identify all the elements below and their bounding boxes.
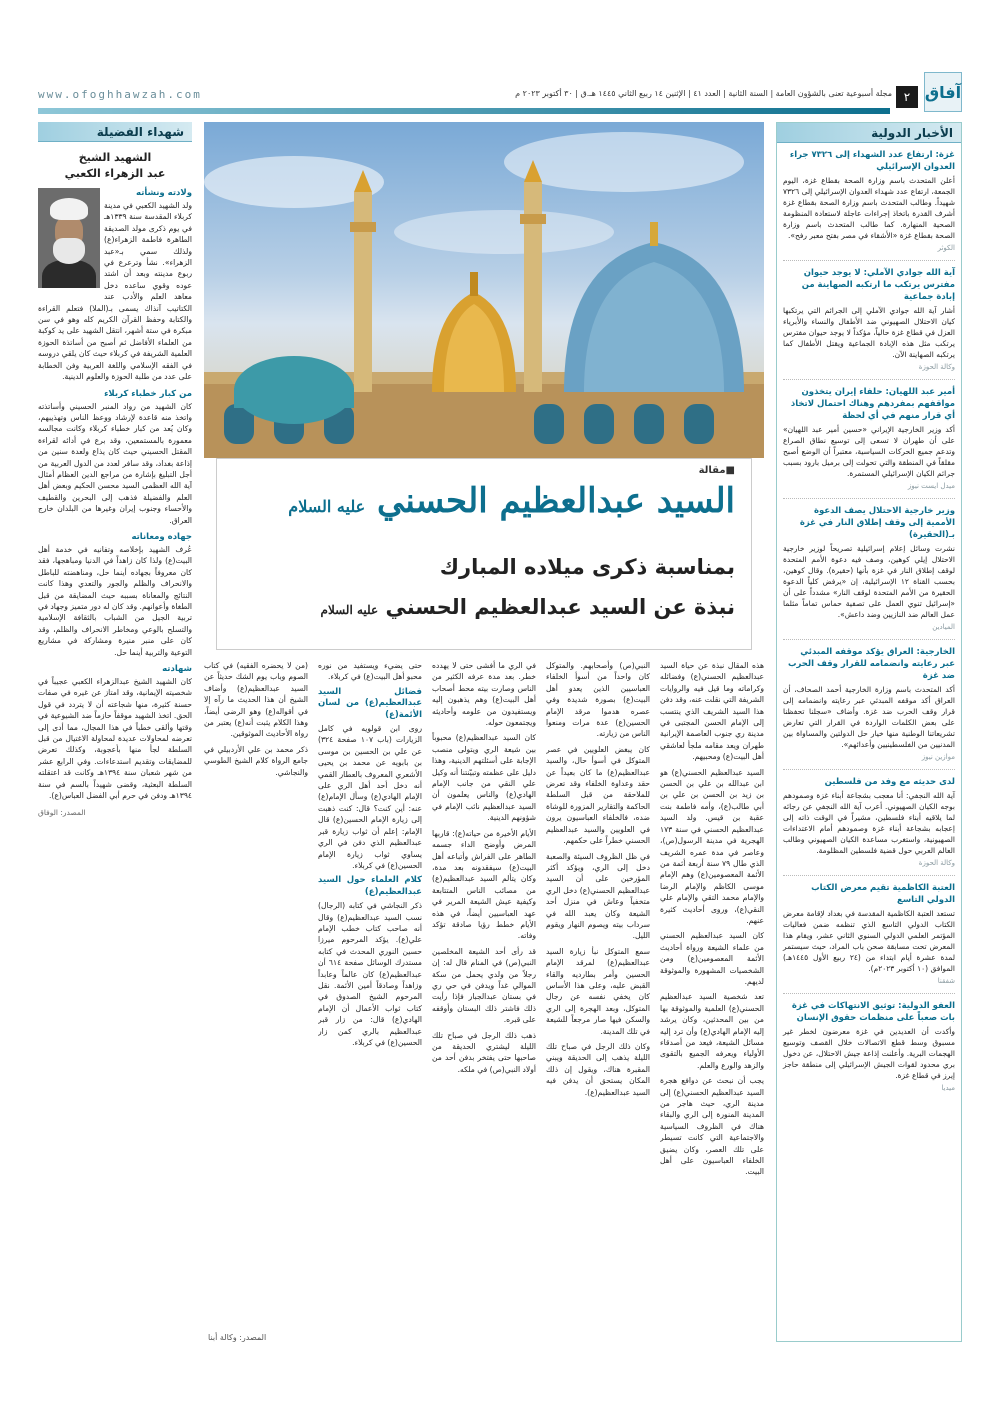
article-paragraph: (من لا يحضره الفقيه) في كتاب الصوم وباب يوم الشك حديثاً عن السيد عبدالعظيم(ع) وأضاف الشيخ أن هذا الحديث ما رآه إلا في أقواله(ع) وهو الرضى أيضاً، وهذا الكلام يثبت أنه(ع) يعتبر من رواة الأحاديث الموثوقين.	[204, 661, 308, 739]
article-subheading: كلام العلماء حول السيد عبدالعظيم(ع)	[318, 875, 422, 897]
news-divider	[783, 260, 955, 261]
article-subtitle-2: نبذة عن السيد عبدالعظيم الحسني عليه السلام	[320, 595, 735, 619]
martyrs-column	[38, 122, 192, 1342]
news-title[interactable]: لدى حديثه مع وفد من فلسطين	[824, 777, 955, 787]
news-item[interactable]	[783, 505, 955, 631]
martyr-section-body: كان الشهيد الشيخ عبدالزهراء الكعبي عجيباً في شخصيته الإيمانية، وقد امتاز عن غيره في صفات حسنة كثيرة، منها شجاعته أن لا يتردد في قول الحق. اتخذ الشهيد موقفاً حازماً ضد الشيوعية في وقتها وألقى خطباً في هذا المجال، مما أدى إلى تعرضه لمحاولات عديدة لمحاولة الاغتيال من قبل السلطة لجأ منها بأعجوبة، وكذلك تعرض للمضايقات وتقديم استدعاءات. وفي الرابع عشر من شهر شعبان سنة ١٣٩٤هـ وكانت قد اعتقلته السلطة البعثية، وقضى شهيداً بالسم في سنة ١٣٩٤هـ ودفن في حرم أبي الفضل العباس(ع).	[38, 677, 192, 801]
article-paragraph: كان السيد عبدالعظيم(ع) محبوباً بين شيعة الري ويتولى منصب الإجابة على أسئلتهم الدينية، وهذا دليل على عظمته وتبيّنتنا أنه وكيل علي النقي من جانب الإمام الهادي(ع) والناس يعلمون أن السيد عبدالعظيم نائب الإمام في شؤونهم الدينية.	[432, 733, 536, 823]
news-title[interactable]: أمير عبد اللهيان: حلفاء إيران يتخذون مواقفهم بمفردهم وهناك احتمال لاتخاذ أي قرار منهم في أي لحظة	[790, 387, 955, 421]
article-kicker: ■مقالة	[698, 465, 735, 476]
news-body: أعلن المتحدث باسم وزارة الصحة بقطاع غزة، اليوم الجمعة، ارتفاع عدد شهداء العدوان الإسرائيلي إلى ٧٣٢٦ شهيداً. وطالب المتحدث باسم وزارة الصحة بقطاع غزة أشرف القدرة باتخاذ إجراءات عاجلة لاستعادة المنظومة الصحية المنهارة. كما طالب المتحدث باسم وزارة الصحة بقطاع غزة «الأشقاء في مصر بفتح معبر رفح».	[783, 176, 955, 240]
article-paragraph: ذهب ذلك الرجل في صباح تلك الليلة ليشتري الحديقة من صاحبها حتى يفتخر بدفن أحد من أولاد النبي(ص) في ملكه.	[432, 1030, 536, 1074]
article-column	[318, 660, 422, 1342]
martyr-section-title: من كبار خطباء كربلاء	[104, 388, 192, 399]
news-body: آية الله النجفي: أنا معجب بشجاعة أبناء غزة وصمودهم بوجه الكيان الصهيوني. أعرب آية الله النجفي عن رجائه لما يلاقيه أبناء فلسطين، مشيراً في الوقت ذاته إلى إعجابه بشجاعة أبناء غزة وصمودهم أمام الاعتداءات الصهيونية، واستغرب مساعدة الكيان الصهيوني وطالب العالم العربي حول قضية فلسطين المظلومة.	[783, 791, 955, 855]
article-paragraph: كان السيد عبدالعظيم الحسني من علماء الشيعة ورواة أحاديث الأئمة المعصومين(ع) ومن الشخصيات المشهورة والموثوقة لديهم.	[660, 931, 764, 986]
article-paragraph: السيد عبدالعظيم الحسني(ع) هو ابن عبدالله بن علي بن الحسن بن زيد بن الحسن بن علي بن أبي طالب(ع)، وأمه فاطمة بنت عقبة بن قيس. ولد السيد عبدالعظيم الحسني في سنة ١٧٣ الهجرية في مدينة الرسول(ص)، وعاصر في مدة عمره الشريف الذي طال ٧٩ سنة أربعة أئمة من الأئمة المعصومين(ع) وهم الإمام موسى الكاظم والإمام الرضا والإمام محمد التقي والإمام علي النقي(ع)، وروى أحاديث كثيرة عنهم.	[660, 767, 764, 925]
article-title: السيد عبدالعظيم الحسني عليه السلام	[288, 481, 735, 521]
news-source: الميادين	[932, 623, 955, 631]
main-article	[204, 122, 764, 1342]
masthead-divider	[38, 108, 890, 114]
article-paragraph: روى ابن قولويه في كامل الزيارات (باب ١٠٧ صفحة ٣٢٤) عن علي بن الحسين بن موسى بن بابويه عن محمد بن يحيى الأشعري المعروف بالعطار القمي أنه دخل أحد أهل الري على الإمام الهادي(ع) وسأل الإمام(ع) عنه: أين كنت؟ قال: كنت ذهبت إلى زيارة الإمام الحسين(ع) قال الإمام: إعلم أن ثواب زيارة قبر عبدالعظيم الذي دفن في الري يساوي ثواب زيارة الإمام الحسين(ع) في كربلاء.	[318, 724, 422, 870]
news-item[interactable]	[783, 267, 955, 371]
title-honorific: عليه السلام	[288, 497, 366, 516]
martyr-section-body: ولد الشهيد الكعبي في مدينة كربلاء المقدسة سنة ١٣٣٩هـ في يوم ذكرى مولد الصديقة الطاهرة فاطمة الزهراء(ع) ولذلك سمي بـ«عبد الزهراء». نشأ وترعرع في ربوع مدينته وبعد أن اشتد عوده وقوي ساعده دخل معاهد العلم والأدب عند الكتاتيب آنذاك يسمى بـ(الملا) فتعلم القراءة والكتابة وحفظ القرآن الكريم كله وهو في سن مبكرة في ستة أشهر، انتقل الشهيد على يد كوكبة من العلماء الأفاضل ثم أصبح من أساتذة الحوزة العلمية الشريفة في كربلاء حيث كان يلقي دروسه في الفقه الإسلامي واللغة العربية وفن الخطابة على عدد من طلبة الحوزة والعلوم الدينية.	[38, 201, 192, 382]
news-divider	[783, 769, 955, 770]
article-column	[546, 660, 650, 1342]
news-item[interactable]	[783, 149, 955, 252]
article-paragraph: قد رأى أحد الشيعة المخلصين النبي(ص) في المنام قال له: إن رجلاً من ولدي يحمل من سكة الموالي غداً ويدفن في حي ري في بستان عبدالجبار فإذا رأيت ذلك فاشتر ذلك البستان وأوقفه على قبره.	[432, 946, 536, 1025]
subtitle-honorific: عليه السلام	[320, 603, 379, 617]
news-divider	[783, 993, 955, 994]
martyr-section-title: جهاده ومعاناته	[131, 531, 192, 542]
article-paragraph: حتى يضيء ويستفيد من نوره محبو أهل البيت(ع) في كربلاء.	[318, 661, 422, 682]
site-url[interactable]: www.ofoghhawzah.com	[38, 88, 202, 101]
martyrs-header: شهداء الفضيلة	[38, 122, 192, 142]
news-source: الكوثر	[937, 244, 955, 252]
article-paragraph: تعد شخصية السيد عبدالعظيم الحسني(ع) العلمية والموثوقة بها من بين المحدثين، وكان يرشد إليه الإمام الهادي(ع) وأن ترد إليه مسائل الشيعة، فيعد من أصدقاء الأولياء ويعرفه الجميع بالتقوى والزهد والورع والعلم.	[660, 992, 764, 1070]
news-divider	[783, 379, 955, 380]
news-body: أكد وزير الخارجية الإيراني «حسين أمير عبد اللهيان» على أن طهران لا تسعى إلى توسيع نطاق الصراع وتدعم جميع الحركات السياسية، معتبراً أن الوضع أصبح مقلقاً في المنطقة والتي تحولت إلى برميل بارود بسبب جرائم الكيان الإسرائيلي المستمرة.	[783, 425, 955, 478]
news-title[interactable]: آية الله جوادي الآملي: لا يوجد حيوان مفترس يرتكب ما ارتكبه الصهاينة من إبادة جماعية	[801, 268, 955, 302]
news-divider	[783, 875, 955, 876]
article-paragraph: كان يبغض العلويين في عصر المتوكل في أسوأ حال، والسيد عبدالعظيم(ع) ما كان بعيداً عن حقد وعداوة الخلفاء وقد تعرض للملاحقة من قبل السلطة الحاكمة والتقارير المزورة للوشاة ضده، فالخلفاء العباسيون يرون في العلويين والسيد عبدالعظيم الحسني خطراً على حكمهم.	[546, 744, 650, 846]
martyr-section-body: كان الشهيد من رواد المنبر الحسيني وأساتذته واتخذ منه قاعدة لإرشاد ووعظ الناس وتهذيبهم، وكان يُعد من كبار خطباء كربلاء وكانت مجالسه معمورة بالمستمعين، وقد برع في أدائه لقراءة المقتل الحسيني حيث كان يذاع ولعدة سنين من إذاعة بغداد، وقد سافر لعدد من الدول العربية من أجل التبليغ بإشارة من مراجع الدين العظام أمثال آية الله العظمى السيد محسن الحكيم وبعض أهل العلم والفضيلة فذهب إلى البحرين والقطيف والأحساء وجنوب إيران وغيرها من البلدان خارج العراق.	[38, 401, 192, 525]
international-news-header: الأخبار الدولية	[777, 123, 961, 143]
news-source: ميديا	[941, 1084, 955, 1092]
shrine-photo	[204, 122, 764, 458]
martyr-section-title: شهادته	[162, 664, 192, 675]
page-number: ٢	[896, 86, 918, 108]
news-title[interactable]: الخارجية: العراق يؤكد موقفه المبدئي عبر رعايته وانضمامه للقرار وقف الحرب ضد غزة	[787, 647, 955, 681]
article-paragraph: النبي(ص) وأصحابهم. والمتوكل كان واحداً من أسوأ الخلفاء العباسيين الذين يعدو أهل البيت(ع) بصورة شديدة وفي عصره هدموا مرقد الإمام الحسين(ع) عدة مرات ومنعوا الناس من زيارته.	[546, 661, 650, 739]
news-source: وكالة الحوزة	[918, 859, 955, 867]
news-source: موازين نيوز	[921, 753, 955, 761]
article-paragraph: ذكر النجاشي في كتابه (الرجال) نسب السيد عبدالعظيم(ع) وقال أنه صاحب كتاب خطب الإمام علي(ع). يؤكد المرحوم ميرزا حسين النوري المحدث في كتابه مستدرك الوسائل صفحة ٦١٤ أن عبدالعظيم(ع) كان عالماً وعابداً وزاهداً وصادقاً أمين الأئمة. نقل المرحوم الشيخ الصدوق في كتاب ثواب الأعمال أن الإمام الهادي(ع) قال: من زار قبر عبدالعظيم بالري كمن زار الحسين(ع) في كربلاء.	[318, 901, 422, 1047]
article-body	[204, 660, 764, 1342]
news-item[interactable]	[783, 776, 955, 867]
martyrs-source: المصدر: الوفاق	[38, 807, 86, 817]
masthead	[38, 72, 962, 114]
news-item[interactable]	[783, 882, 955, 985]
shrine-illustration	[204, 122, 764, 458]
martyr-section-body: عُرف الشهيد بإخلاصه وتفانيه في خدمة أهل البيت(ع) ولذا كان زاهداً في الدنيا ومباهجها، فقد كان معروفاً بجهاده أينما حل، ومناهضته للباطل والانحراف والظلم والجور والتعدي وهذا كانت النتائج والمعاناة بسببه حيث المضايقة من قبل الطغاة وأعوانهم. وقد كان له دور متميز وجهاد في تربية الجيل من الشباب بالثقافة الإسلامية والتسلح بالوعي ومخاطر الانحراف والظلم، وقد كان على منبر منيرة ومشاركة في مشاريع التوعية والتربية أينما حل.	[38, 544, 192, 657]
article-subtitle-1: بمناسبة ذكرى ميلاده المبارك	[439, 555, 735, 579]
news-body: أكد المتحدث باسم وزارة الخارجية أحمد الصحاف، أن العراق أكد موقفه المبدئي عبر رعايته وانضمامه إلى قرار وقف الحرب ضد غزة. وأضاف «سجلنا تحفظنا على بعض الكلمات الواردة في القرار التي تعارض تشريعاتنا الوطنية منها خيار حل الدولتين والمساواة بين المدنيين من الفلسطينيين وأعدائهم».	[783, 685, 955, 749]
news-item[interactable]	[783, 386, 955, 490]
news-divider	[783, 498, 955, 499]
news-source: وكالة الحوزة	[918, 363, 955, 371]
article-paragraph: ذكر محمد بن علي الأردبيلي في جامع الرواة كلام الشيخ الطوسي والنجاشي.	[204, 744, 308, 777]
news-item[interactable]	[783, 646, 955, 761]
article-column	[432, 660, 536, 1342]
news-item[interactable]	[783, 1000, 955, 1092]
article-paragraph: وكان ذلك الرجل في صباح تلك الليلة يذهب إلى الحديقة ويبني المقبرة هناك، ويقول إن ذلك المكان يستحق أن يدفن فيه السيد عبدالعظيم(ع).	[546, 1042, 650, 1097]
news-source: ميدل ايست نيوز	[907, 482, 955, 490]
article-source: المصدر: وكالة أبنا	[208, 1333, 267, 1342]
news-title[interactable]: وزير خارجية الاحتلال يصف الدعوة الأممية إلى وقف إطلاق النار في غزة بـ(الحقيرة)	[799, 506, 955, 540]
article-column	[204, 660, 308, 1342]
news-source: شفقنا	[937, 977, 955, 985]
news-title[interactable]: العتبة الكاظمية تقيم معرض الكتاب الدولي التاسع	[811, 883, 955, 905]
issue-info: مجلة أسبوعية تعنى بالشؤون العامة | السنة الثانية | العدد ٤١ | الإثنين ١٤ ربيع الثاني ١٤٤٥ هـ.ق | ٣٠ أكتوبر ٢٠٢٣ م	[515, 89, 892, 98]
news-body: تستعد العتبة الكاظمية المقدسة في بغداد لإقامة معرض الكتاب الدولي التاسع الذي تنظمه ضمن فعاليات المؤتمر العلمي الدولي السنوي الثاني عشر، ويقام هذا المعرض تحت مسابقة صحن باب المراد، حيث سيستمر لمدة عشرة أيام ابتداء من (٢٤ ربيع الأول ١٤٤٥هـ) الموافق (١٠ أكتوبر ٢٠٢٣م).	[783, 909, 955, 973]
article-title-block	[216, 458, 752, 650]
news-body: أشار آية الله جوادي الآملي إلى الجرائم التي يرتكبها كيان الاحتلال الصهيوني ضد الأطفال والنساء والأبرياء العزل في قطاع غزة حالياً، مؤكداً لا يوجد حيوان مفترس يرتكب مثل هذه الإبادة الجماعية ويقتل الأطفال كما يرتكبه الصهاينة الآن.	[783, 306, 955, 359]
martyr-name-line-2: عبد الزهراء الكعبي	[64, 167, 166, 180]
magazine-logo[interactable]: آفاق	[924, 72, 962, 112]
article-paragraph: يجب أن نبحث عن دوافع هجرة السيد عبدالعظيم الحسني(ع) إلى مدينة الري، حيث هاجر من المدينة المنورة إلى الري والبقاء هناك في الظروف السياسية والاجتماعية التي كانت تسيطر على تلك العصر، وكان يضيق الخلفاء العباسيون على أهل البيت.	[660, 1076, 764, 1177]
news-list	[783, 149, 955, 1092]
article-subheading: فضائل السيد عبدالعظيم(ع) من لسان الأئمة(ع)	[318, 686, 422, 720]
article-paragraph: هذه المقال نبذة عن حياة السيد عبدالعظيم الحسني(ع) وفضائله وكراماته وما قيل فيه والروايات الشريفة التي نقلت عنه، وقد دفن هذا السيد الشريف الذي ينتسب إلى الإمام الحسن المجتبى في مدينة ري جنوب العاصمة الإيرانية طهران ويعد مقامه ملجأ لعاشقي أهل البيت(ع) ومحبيهم.	[660, 661, 764, 762]
article-paragraph: الأيام الأخيرة من حياته(ع): قاربها المرض وأوضح الداء جسمه الطاهر على الفراش وأتباعه أهل البيت(ع) سيفقدونه بعد مدة، وكان يتألم السيد عبدالعظيم(ع) من مصائب الناس المتتابعة وكيفية عيش الشيعة المرير في عهد العباسيين أيضاً، في هذه الأيام خطط رؤيا صادقة تؤكد وفاته.	[432, 828, 536, 941]
news-body: نشرت وسائل إعلام إسرائيلية تصريحاً لوزير خارجية الاحتلال إيلي كوهين، وصف فيه دعوة الأمم المتحدة لوقف إطلاق النار في غزة بأنها (حقيرة). وقال كوهين، بحسب القناة ١٢ الإسرائيلية، إن «يرفض كلياً الدعوة الحقيرة من الأمم المتحدة لوقف النار» مشدداً على أن «إسرائيل تنوي العمل على تصفية حماس تماماً مثلما عمل العالم ضد النازيين وضد داعش».	[783, 544, 955, 619]
martyr-name-line-1: الشهيد الشيخ	[78, 151, 152, 164]
martyr-section-title: ولادته ونشأته	[136, 188, 192, 198]
martyr-portrait	[38, 188, 100, 288]
news-divider	[783, 639, 955, 640]
article-column	[660, 660, 764, 1342]
international-news-column	[776, 122, 962, 1342]
news-body: وأكدت أن العديدين في غزة معرضون لخطر غير مسبوق وسط قطع الاتصالات خلال القصف وتوسيع الهجمات البرية. وأعلنت إذاعة جيش الاحتلال، عن دخول بري محدود لقوات الجيش الإسرائيلي إلى منطقة حاجز إيرز في قطاع غزة.	[783, 1027, 955, 1080]
article-paragraph: سمع المتوكل نبأ زيارة السيد عبدالعظيم(ع) لمرقد الإمام الحسين وأمر بطارديه والقاء القبض عليه، وعلى هذا الأساس كان يخفي نفسه عن رجال المتوكل، وبعد الهجرة إلى الري والسكن فيها صار مرجعاً للشيعة في تلك المدينة.	[546, 946, 650, 1036]
article-paragraph: في الري ما أفشى حتى لا يهدده خطر. بعد مدة عرفه الكثير من الناس وصارت بيته محط أصحاب أهل البيت(ع) وهم يذهبون إليه ويستفيدون من علومه وأحاديثه ويجتمعون حوله.	[432, 661, 536, 728]
news-title[interactable]: غزة: ارتفاع عدد الشهداء إلى ٧٣٢٦ جراء العدوان الإسرائيلي	[789, 150, 955, 172]
news-title[interactable]: العفو الدولية: توثيق الانتهاكات في غزة بات صعباً على منظمات حقوق الإنسان	[791, 1001, 955, 1023]
martyr-name	[38, 150, 192, 182]
article-paragraph: في ظل الظروف السيئة والصعبة دخل إلى الري، ويؤكد أكثر المؤرخين على أن السيد عبدالعظيم الحسني(ع) دخل الري متخفياً وعاش في منزل أحد الشيعة وكان يعبد الله في سرداب بيته ويصوم النهار ويقوم الليل.	[546, 851, 650, 941]
